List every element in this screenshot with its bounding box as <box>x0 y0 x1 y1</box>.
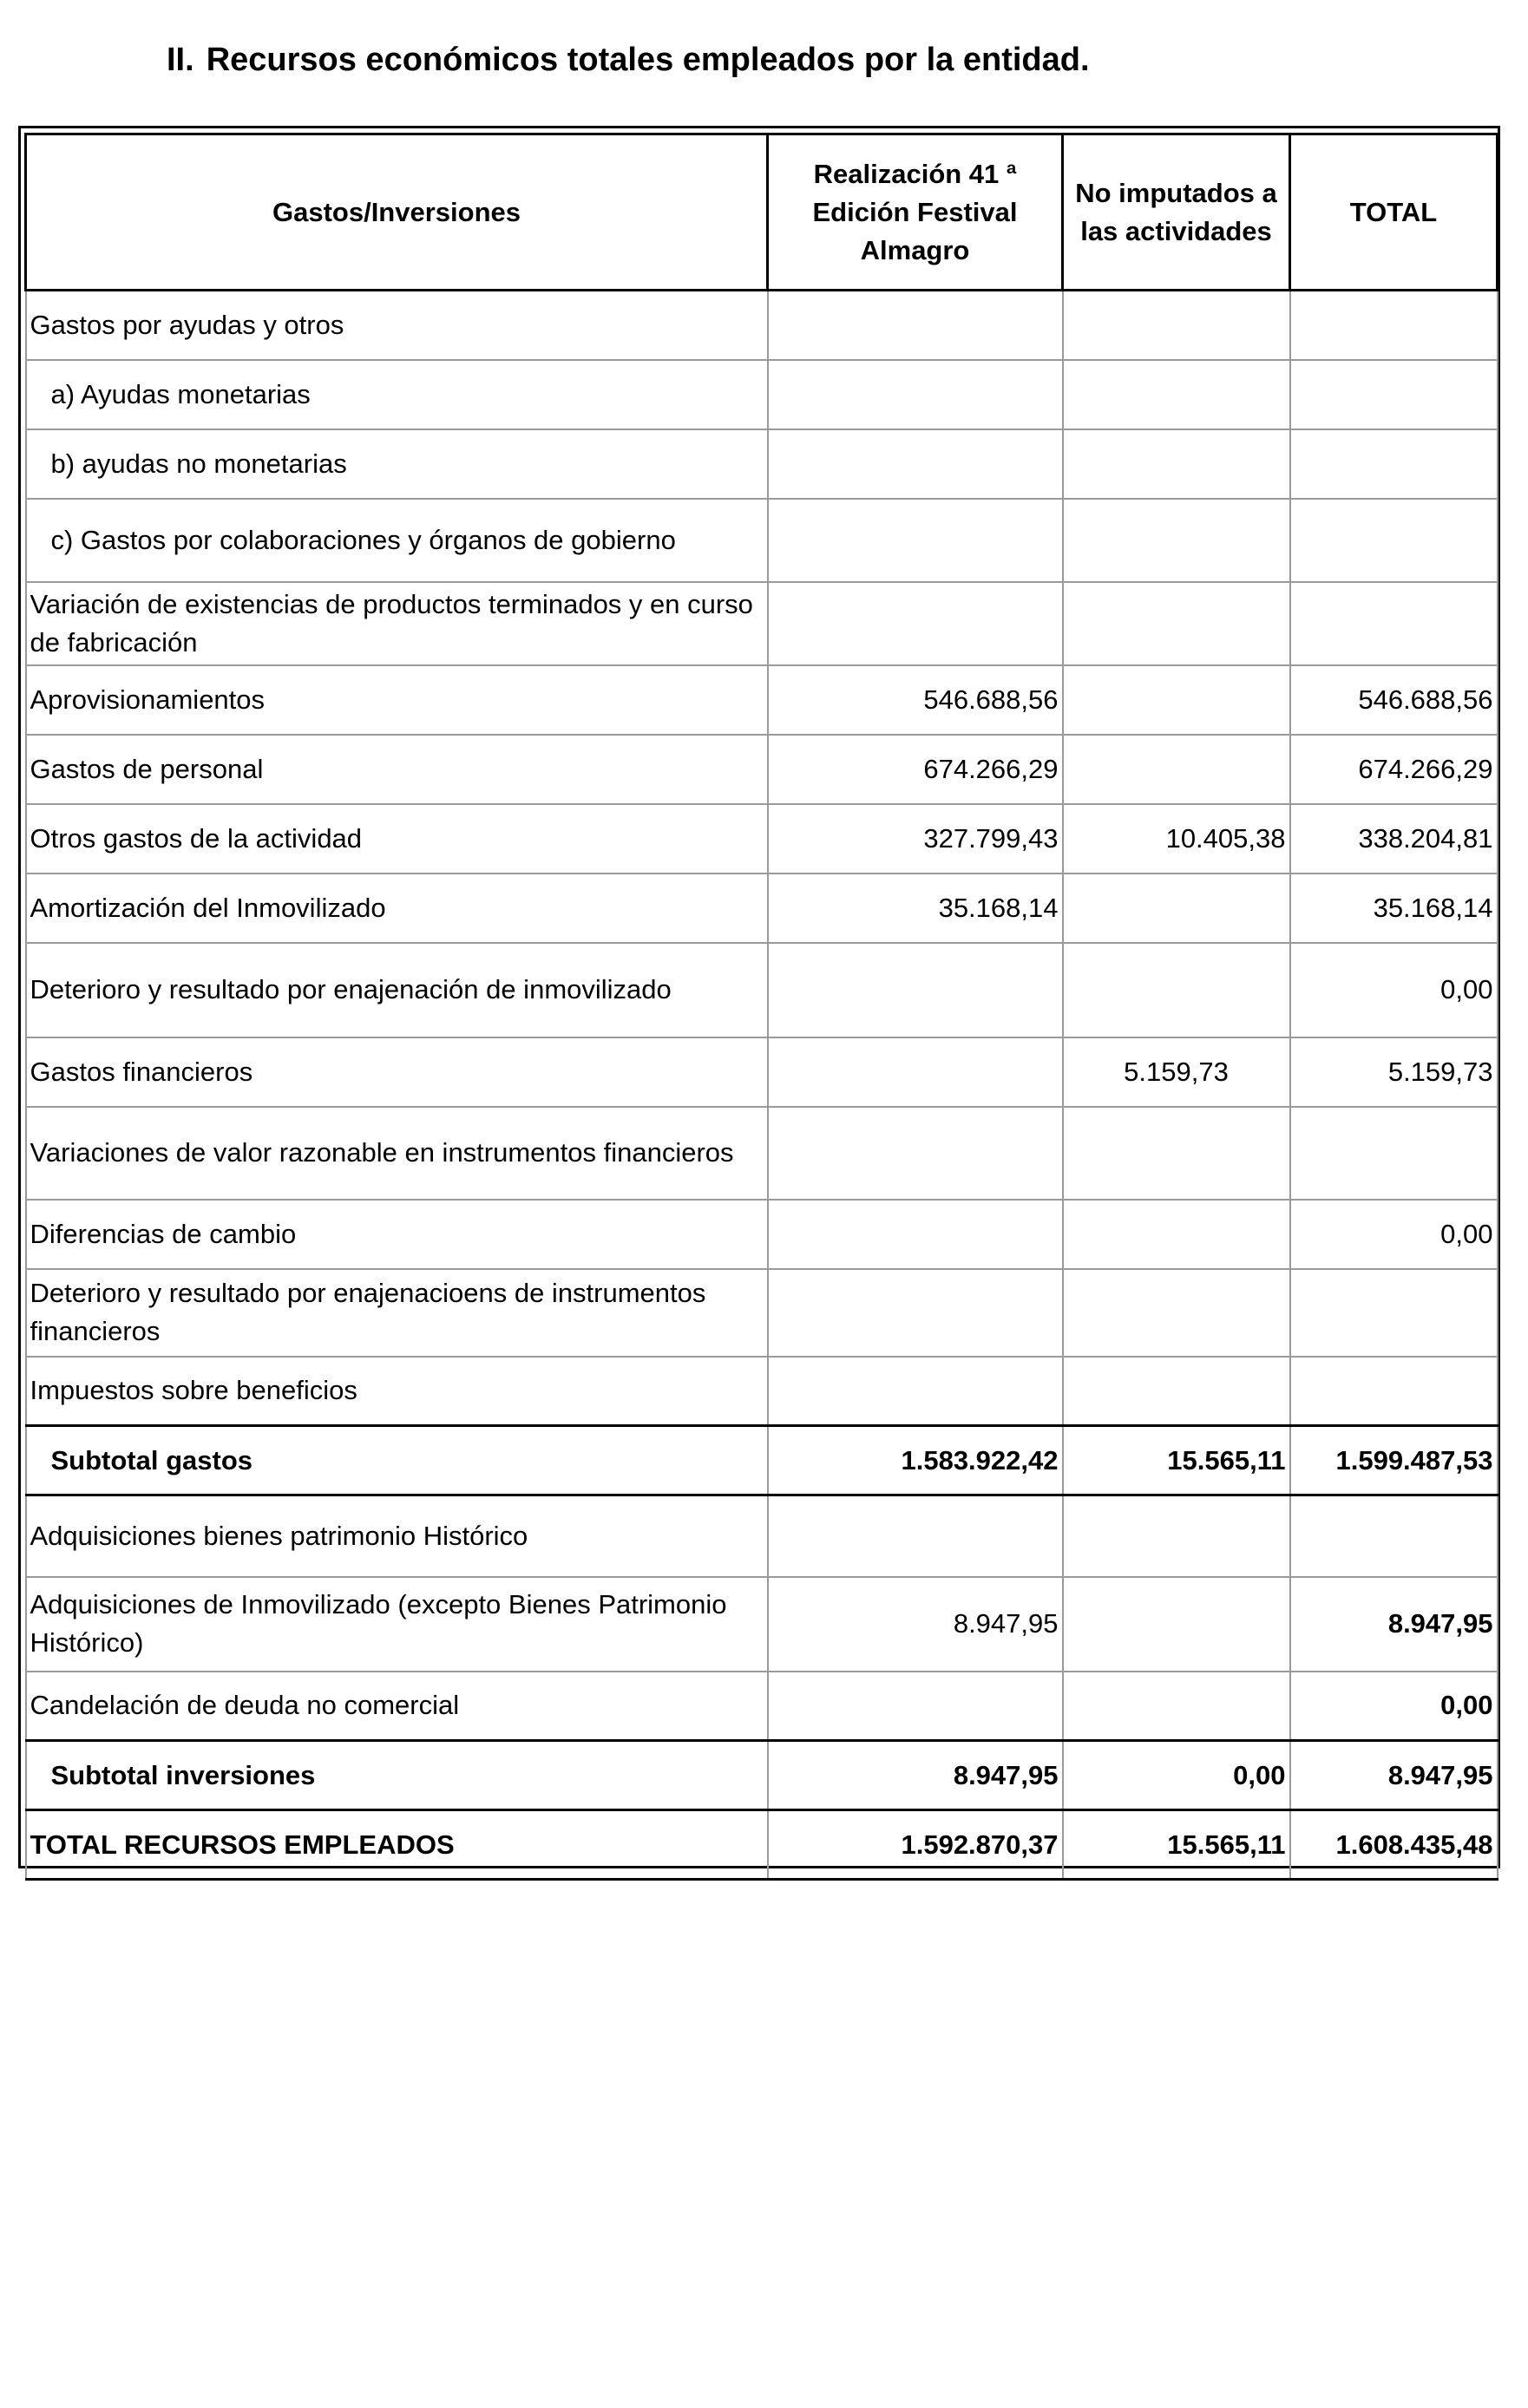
table-row <box>26 1107 1498 1200</box>
row-label: Gastos de personal <box>26 735 768 804</box>
cell-not-imputed: 15.565,11 <box>1063 1426 1290 1495</box>
row-label: Gastos financieros <box>26 1037 768 1107</box>
cell-total <box>1290 1495 1498 1577</box>
cell-not-imputed: 0,00 <box>1063 1741 1290 1810</box>
section-title: Recursos económicos totales empleados por la entidad. <box>206 42 1090 78</box>
cell-not-imputed <box>1063 1357 1290 1426</box>
row-label: Deterioro y resultado por enajenación de inmovilizado <box>26 943 768 1037</box>
row-label: c) Gastos por colaboraciones y órganos de gobierno <box>26 499 768 582</box>
cell-activity: 1.583.922,42 <box>768 1426 1063 1495</box>
cell-activity <box>768 1037 1063 1107</box>
cell-not-imputed <box>1063 1107 1290 1200</box>
table-row <box>26 874 1498 943</box>
cell-total <box>1290 582 1498 665</box>
cell-total: 0,00 <box>1290 1200 1498 1269</box>
cell-activity <box>768 1357 1063 1426</box>
row-label: TOTAL RECURSOS EMPLEADOS <box>26 1810 768 1880</box>
cell-activity <box>768 499 1063 582</box>
table-row <box>26 804 1498 874</box>
row-label: Gastos por ayudas y otros <box>26 291 768 360</box>
cell-total <box>1290 429 1498 499</box>
row-label: Adquisiciones de Inmovilizado (excepto Bienes Patrimonio Histórico) <box>26 1577 768 1672</box>
table-row <box>26 665 1498 735</box>
row-label: Candelación de deuda no comercial <box>26 1672 768 1741</box>
cell-not-imputed: 10.405,38 <box>1063 804 1290 874</box>
cell-activity <box>768 582 1063 665</box>
cell-not-imputed <box>1063 429 1290 499</box>
table-row <box>26 429 1498 499</box>
table-row <box>26 1269 1498 1357</box>
cell-not-imputed <box>1063 1672 1290 1741</box>
cell-not-imputed <box>1063 499 1290 582</box>
cell-total <box>1290 499 1498 582</box>
header-total: TOTAL <box>1290 134 1498 291</box>
cell-total: 546.688,56 <box>1290 665 1498 735</box>
cell-not-imputed <box>1063 874 1290 943</box>
resources-table <box>24 133 1498 1881</box>
row-label: Aprovisionamientos <box>26 665 768 735</box>
table-row <box>26 582 1498 665</box>
cell-activity: 674.266,29 <box>768 735 1063 804</box>
row-label: Subtotal gastos <box>26 1426 768 1495</box>
page-title <box>167 42 1090 79</box>
cell-not-imputed <box>1063 1200 1290 1269</box>
cell-activity: 327.799,43 <box>768 804 1063 874</box>
cell-total: 8.947,95 <box>1290 1741 1498 1810</box>
table-row <box>26 1672 1498 1741</box>
row-label: Deterioro y resultado por enajenacioens de instrumentos financieros <box>26 1269 768 1357</box>
table-row <box>26 291 1498 360</box>
cell-total <box>1290 360 1498 429</box>
cell-not-imputed: 15.565,11 <box>1063 1810 1290 1880</box>
cell-activity: 35.168,14 <box>768 874 1063 943</box>
table-row <box>26 1200 1498 1269</box>
row-label: Variaciones de valor razonable en instrumentos financieros <box>26 1107 768 1200</box>
table-row <box>26 1577 1498 1672</box>
row-label: b) ayudas no monetarias <box>26 429 768 499</box>
table-row <box>26 735 1498 804</box>
table-row <box>26 943 1498 1037</box>
cell-total <box>1290 1107 1498 1200</box>
cell-total: 0,00 <box>1290 943 1498 1037</box>
cell-total: 35.168,14 <box>1290 874 1498 943</box>
cell-activity: 546.688,56 <box>768 665 1063 735</box>
cell-activity <box>768 1200 1063 1269</box>
row-label: a) Ayudas monetarias <box>26 360 768 429</box>
table-row <box>26 1357 1498 1426</box>
cell-total: 338.204,81 <box>1290 804 1498 874</box>
subtotal-gastos-row <box>26 1426 1498 1495</box>
cell-total: 674.266,29 <box>1290 735 1498 804</box>
cell-activity: 1.592.870,37 <box>768 1810 1063 1880</box>
cell-activity <box>768 1107 1063 1200</box>
total-recursos-row <box>26 1810 1498 1880</box>
cell-not-imputed <box>1063 1577 1290 1672</box>
cell-not-imputed <box>1063 665 1290 735</box>
cell-activity <box>768 1495 1063 1577</box>
row-label: Adquisiciones bienes patrimonio Histórico <box>26 1495 768 1577</box>
cell-activity: 8.947,95 <box>768 1741 1063 1810</box>
cell-not-imputed <box>1063 291 1290 360</box>
table-row <box>26 1495 1498 1577</box>
cell-activity <box>768 1672 1063 1741</box>
cell-activity <box>768 360 1063 429</box>
cell-activity <box>768 429 1063 499</box>
table-row <box>26 1037 1498 1107</box>
cell-total: 1.608.435,48 <box>1290 1810 1498 1880</box>
subtotal-inversiones-row <box>26 1741 1498 1810</box>
cell-total <box>1290 291 1498 360</box>
row-label: Subtotal inversiones <box>26 1741 768 1810</box>
cell-total: 8.947,95 <box>1290 1577 1498 1672</box>
cell-activity: 8.947,95 <box>768 1577 1063 1672</box>
cell-total: 0,00 <box>1290 1672 1498 1741</box>
cell-activity <box>768 1269 1063 1357</box>
row-label: Impuestos sobre beneficios <box>26 1357 768 1426</box>
cell-not-imputed <box>1063 360 1290 429</box>
row-label: Diferencias de cambio <box>26 1200 768 1269</box>
row-label: Variación de existencias de productos terminados y en curso de fabricación <box>26 582 768 665</box>
row-label: Amortización del Inmovilizado <box>26 874 768 943</box>
table-header-row <box>26 134 1498 291</box>
cell-total <box>1290 1357 1498 1426</box>
cell-not-imputed <box>1063 582 1290 665</box>
table-row <box>26 360 1498 429</box>
cell-activity <box>768 291 1063 360</box>
cell-not-imputed: 5.159,73 <box>1063 1037 1290 1107</box>
cell-total: 1.599.487,53 <box>1290 1426 1498 1495</box>
cell-not-imputed <box>1063 1495 1290 1577</box>
section-number: II. <box>167 42 194 78</box>
header-concept: Gastos/Inversiones <box>26 134 768 291</box>
cell-not-imputed <box>1063 1269 1290 1357</box>
cell-total <box>1290 1269 1498 1357</box>
table-row <box>26 499 1498 582</box>
header-activity: Realización 41 ª Edición Festival Almagro <box>768 134 1063 291</box>
header-not-imputed: No imputados a las actividades <box>1063 134 1290 291</box>
cell-total: 5.159,73 <box>1290 1037 1498 1107</box>
cell-not-imputed <box>1063 943 1290 1037</box>
cell-activity <box>768 943 1063 1037</box>
row-label: Otros gastos de la actividad <box>26 804 768 874</box>
cell-not-imputed <box>1063 735 1290 804</box>
